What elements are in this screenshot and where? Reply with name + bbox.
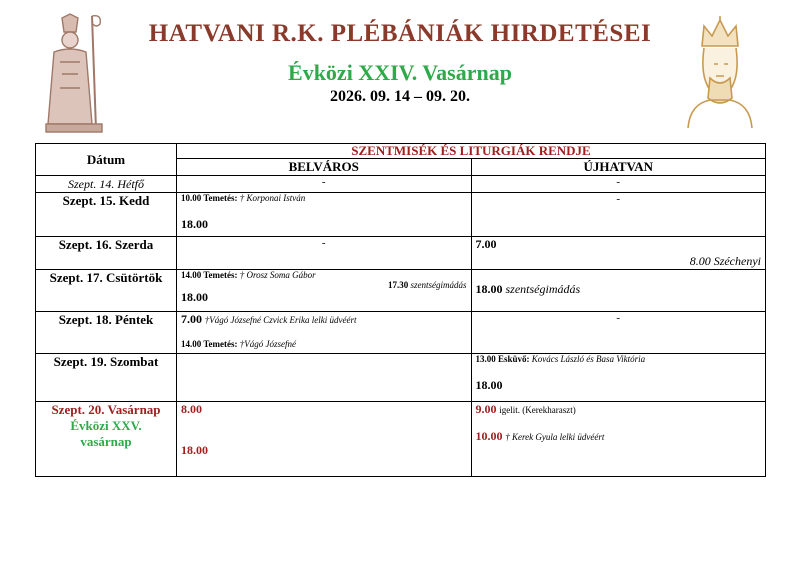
event-time: 18.00 (181, 217, 208, 231)
event-time: 17.30 (388, 280, 409, 290)
event-time: 7.00 (475, 237, 497, 251)
header-ujhatvan: ÚJHATVAN (471, 159, 766, 176)
cell-ujhatvan: - (471, 176, 766, 193)
cell-belvaros (177, 193, 472, 237)
row-date: Szept. 20. Vasárnap (51, 402, 161, 417)
event-text: szentségimádás (410, 280, 467, 290)
cell-ujhatvan (471, 237, 766, 270)
crowned-king-icon (680, 16, 760, 130)
table-row (36, 176, 766, 193)
saint-bishop-icon (40, 12, 110, 136)
table-row (36, 270, 766, 312)
event-time: 14.00 Temetés: (181, 339, 238, 349)
event-text: †Vágó Józsefné Czvick Erika lelki üdvéért (204, 315, 357, 325)
row-date: Szept. 16. Szerda (36, 237, 177, 270)
table-row (36, 312, 766, 354)
schedule-table (35, 143, 766, 477)
cell-belvaros: - (177, 237, 472, 270)
event-time: 10.00 Temetés: (181, 193, 238, 203)
event-name: † Korponai István (239, 193, 306, 203)
header-date: Dátum (36, 144, 177, 176)
table-row (36, 193, 766, 237)
event-time: 18.00 (475, 282, 503, 296)
cell-belvaros (177, 312, 472, 354)
event-time: 14.00 Temetés: (181, 270, 238, 280)
event-time: 18.00 (181, 290, 208, 304)
event-text: igelit. (Kerekharaszt) (499, 405, 576, 415)
cell-belvaros (177, 270, 472, 312)
table-row (36, 354, 766, 402)
event-time: 9.00 (475, 402, 497, 416)
event-time: 10.00 (475, 429, 503, 443)
cell-belvaros (177, 354, 472, 402)
row-date: Szept. 15. Kedd (36, 193, 177, 237)
cell-ujhatvan: - (471, 193, 766, 237)
row-date: Szept. 14. Hétfő (68, 177, 144, 191)
event-text: 8.00 Széchenyi (689, 254, 761, 268)
cell-ujhatvan (471, 270, 766, 312)
cell-ujhatvan (471, 402, 766, 477)
event-time: 18.00 (181, 443, 208, 457)
cell-ujhatvan (471, 354, 766, 402)
page-subtitle: Évközi XXIV. Vasárnap (288, 60, 512, 85)
cell-belvaros (177, 402, 472, 477)
event-name: †Vágó Józsefné (239, 339, 296, 349)
date-range: 2026. 09. 14 – 09. 20. (330, 88, 470, 105)
row-date-feast: Évközi XXV. (70, 418, 142, 433)
table-row (36, 237, 766, 270)
header-belvaros: BELVÁROS (177, 159, 472, 176)
cell-belvaros: - (177, 176, 472, 193)
event-names: Kovács László és Basa Viktória (531, 354, 646, 364)
row-date-feast: vasárnap (80, 434, 132, 449)
event-text: † Kerek Gyula lelki üdvéért (505, 432, 605, 442)
event-text: szentségimádás (505, 282, 581, 296)
event-time: 7.00 (181, 312, 202, 326)
row-date: Szept. 18. Péntek (36, 312, 177, 354)
event-name: † Orosz Soma Gábor (239, 270, 316, 280)
row-date: Szept. 17. Csütörtök (36, 270, 177, 312)
event-time: 18.00 (475, 378, 503, 392)
table-row (36, 402, 766, 477)
event-time: 13.00 Esküvő: (475, 354, 530, 364)
header-main: SZENTMISÉK ÉS LITURGIÁK RENDJE (177, 144, 766, 159)
cell-ujhatvan: - (471, 312, 766, 354)
event-time: 8.00 (181, 402, 202, 416)
page-title: HATVANI R.K. PLÉBÁNIÁK HIRDETÉSEI (148, 20, 652, 47)
row-date: Szept. 19. Szombat (36, 354, 177, 402)
